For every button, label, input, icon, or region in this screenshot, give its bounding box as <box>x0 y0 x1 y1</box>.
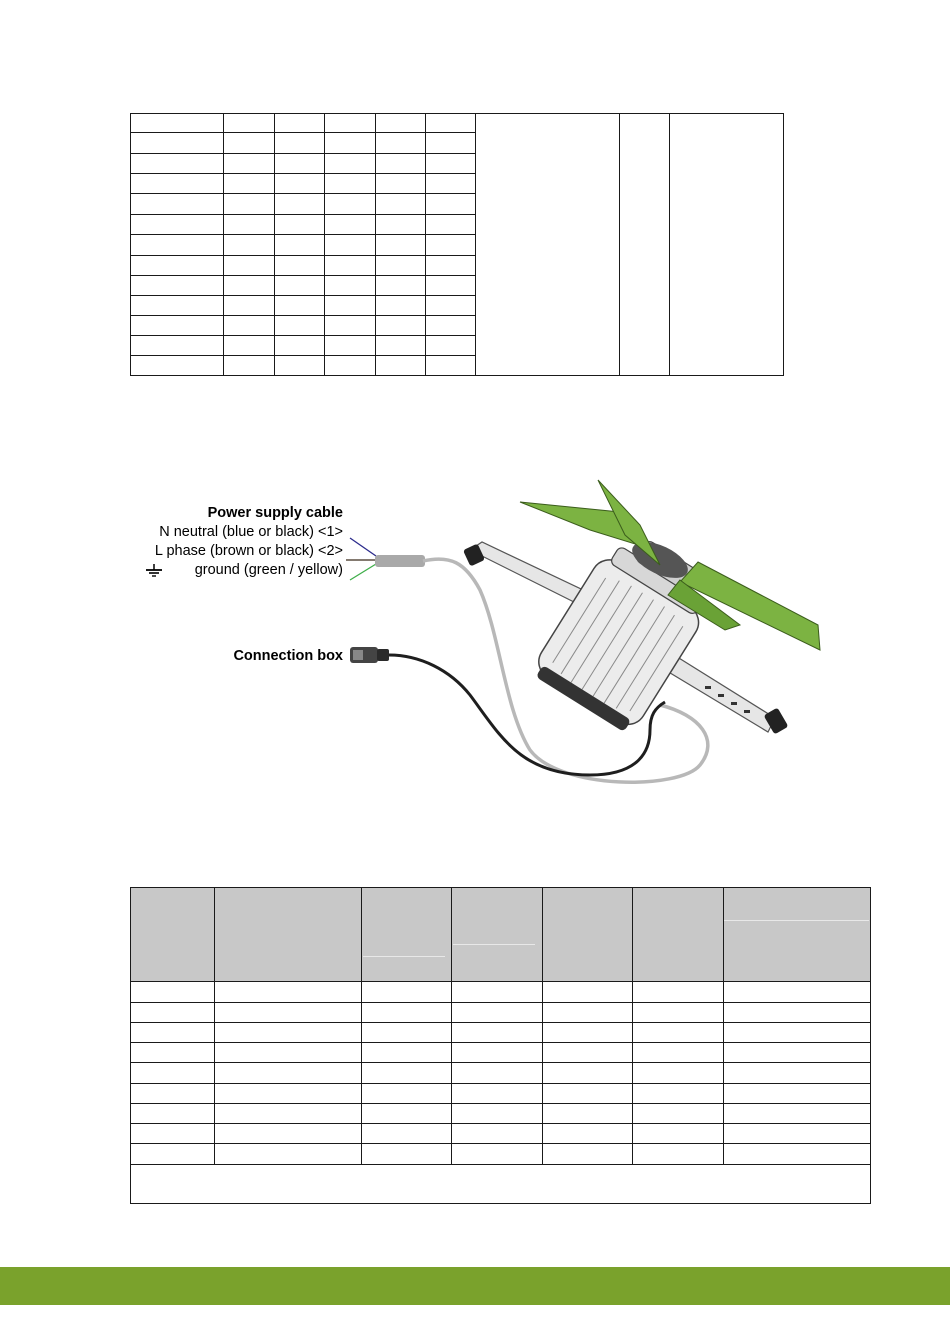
fan-motor-wiring-figure <box>120 470 840 800</box>
power-cable-sleeve <box>375 555 425 567</box>
table-row-divider <box>131 1123 870 1124</box>
motor-body <box>529 523 724 736</box>
table-row-divider <box>131 315 475 316</box>
header-subdivider <box>723 920 869 921</box>
table-row-divider <box>131 193 475 194</box>
bottom-specification-table <box>130 887 871 1204</box>
table-row-divider <box>131 1164 870 1165</box>
table-row-divider <box>131 255 475 256</box>
table-row-divider <box>131 1143 870 1144</box>
table-header-row <box>131 888 870 982</box>
footer-accent-bar <box>0 1267 950 1305</box>
top-specification-table <box>130 113 784 376</box>
header-subdivider <box>453 944 535 945</box>
neutral-wire <box>350 538 376 556</box>
table-row-divider <box>131 1022 870 1023</box>
plug-pins <box>353 650 363 660</box>
table-row-divider <box>131 1002 870 1003</box>
neutral-wire-label: N neutral (blue or black) <1> <box>159 524 343 540</box>
table-row-divider <box>131 1083 870 1084</box>
phase-wire-label: L phase (brown or black) <2> <box>154 543 343 559</box>
table-row-divider <box>131 132 475 133</box>
table-column-divider <box>619 114 620 375</box>
table-row-divider <box>131 1103 870 1104</box>
table-row-divider <box>131 234 475 235</box>
table-row-divider <box>131 153 475 154</box>
table-row-divider <box>131 275 475 276</box>
ground-wire <box>350 564 376 580</box>
plug-collar <box>377 649 389 661</box>
table-row-divider <box>131 295 475 296</box>
table-row-divider <box>131 214 475 215</box>
power-supply-cable-title: Power supply cable <box>207 505 343 521</box>
header-subdivider <box>363 956 445 957</box>
ground-wire-label: ground (green / yellow) <box>194 562 343 578</box>
table-row-divider <box>131 173 475 174</box>
table-column-divider <box>475 114 476 375</box>
table-row-divider <box>131 1062 870 1063</box>
table-column-divider <box>669 114 670 375</box>
connection-box-label: Connection box <box>233 648 343 664</box>
table-row-divider <box>131 1042 870 1043</box>
table-row-divider <box>131 355 475 356</box>
table-row-divider <box>131 335 475 336</box>
ground-symbol-icon <box>145 564 163 578</box>
